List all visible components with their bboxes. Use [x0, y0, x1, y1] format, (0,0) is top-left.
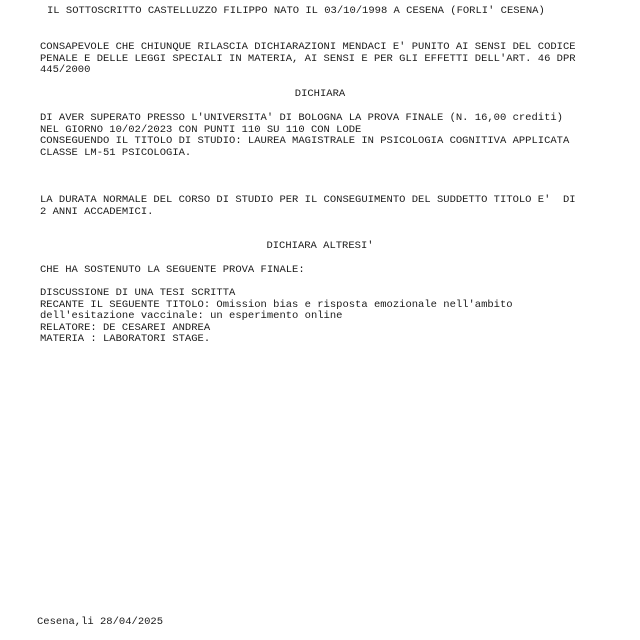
thesis-details: [40, 288, 600, 346]
duration-line: 2 ANNI ACCADEMICI.: [40, 205, 154, 218]
declaration-line: DI AVER SUPERATO PRESSO L'UNIVERSITA' DI BOLOGNA LA PROVA FINALE (N. 16,00 crediti): [40, 112, 563, 124]
further-declaration-intro: CHE HA SOSTENUTO LA SEGUENTE PROVA FINALE:: [40, 264, 305, 276]
place-date: Cesena,li 28/04/2025: [37, 616, 164, 628]
declaration-line: CONSEGUENDO IL TITOLO DI STUDIO: LAUREA MAGISTRALE IN PSICOLOGIA COGNITIVA APPLICATA: [40, 135, 570, 147]
declaration-paragraph: [40, 113, 600, 159]
awareness-line: PENALE E DELLE LEGGI SPECIALI IN MATERIA, AI SENSI E PER GLI EFFETTI DELL'ART. 46 DPR: [40, 52, 576, 65]
awareness-line: CONSAPEVOLE CHE CHIUNQUE RILASCIA DICHIARAZIONI MENDACI E' PUNITO AI SENSI DEL CODICE: [40, 41, 576, 53]
thesis-detail-line: DISCUSSIONE DI UNA TESI SCRITTA: [40, 287, 236, 299]
thesis-detail-line: RECANTE IL SEGUENTE TITOLO: Omission bias e risposta emozionale nell'ambito: [40, 298, 513, 311]
awareness-paragraph: [40, 42, 600, 77]
further-declaration-heading: DICHIARA ALTRESI': [266, 240, 374, 252]
thesis-detail-line: RELATORE: DE CESAREI ANDREA: [40, 321, 211, 334]
awareness-line: 445/2000: [40, 64, 91, 76]
thesis-detail-line: MATERIA : LABORATORI STAGE.: [40, 333, 211, 345]
thesis-detail-line: dell'esitazione vaccinale: un esperimento online: [40, 310, 343, 322]
declaration-heading: DICHIARA: [294, 88, 346, 100]
duration-paragraph: [40, 195, 600, 218]
duration-line: LA DURATA NORMALE DEL CORSO DI STUDIO PER IL CONSEGUIMENTO DEL SUDDETTO TITOLO E' DI: [40, 194, 576, 206]
declaration-line: NEL GIORNO 10/02/2023 CON PUNTI 110 SU 110 CON LODE: [40, 123, 362, 136]
declaration-line: CLASSE LM-51 PSICOLOGIA.: [40, 146, 192, 159]
declarant-line: IL SOTTOSCRITTO CASTELLUZZO FILIPPO NATO IL 03/10/1998 A CESENA (FORLI' CESENA): [47, 5, 545, 17]
